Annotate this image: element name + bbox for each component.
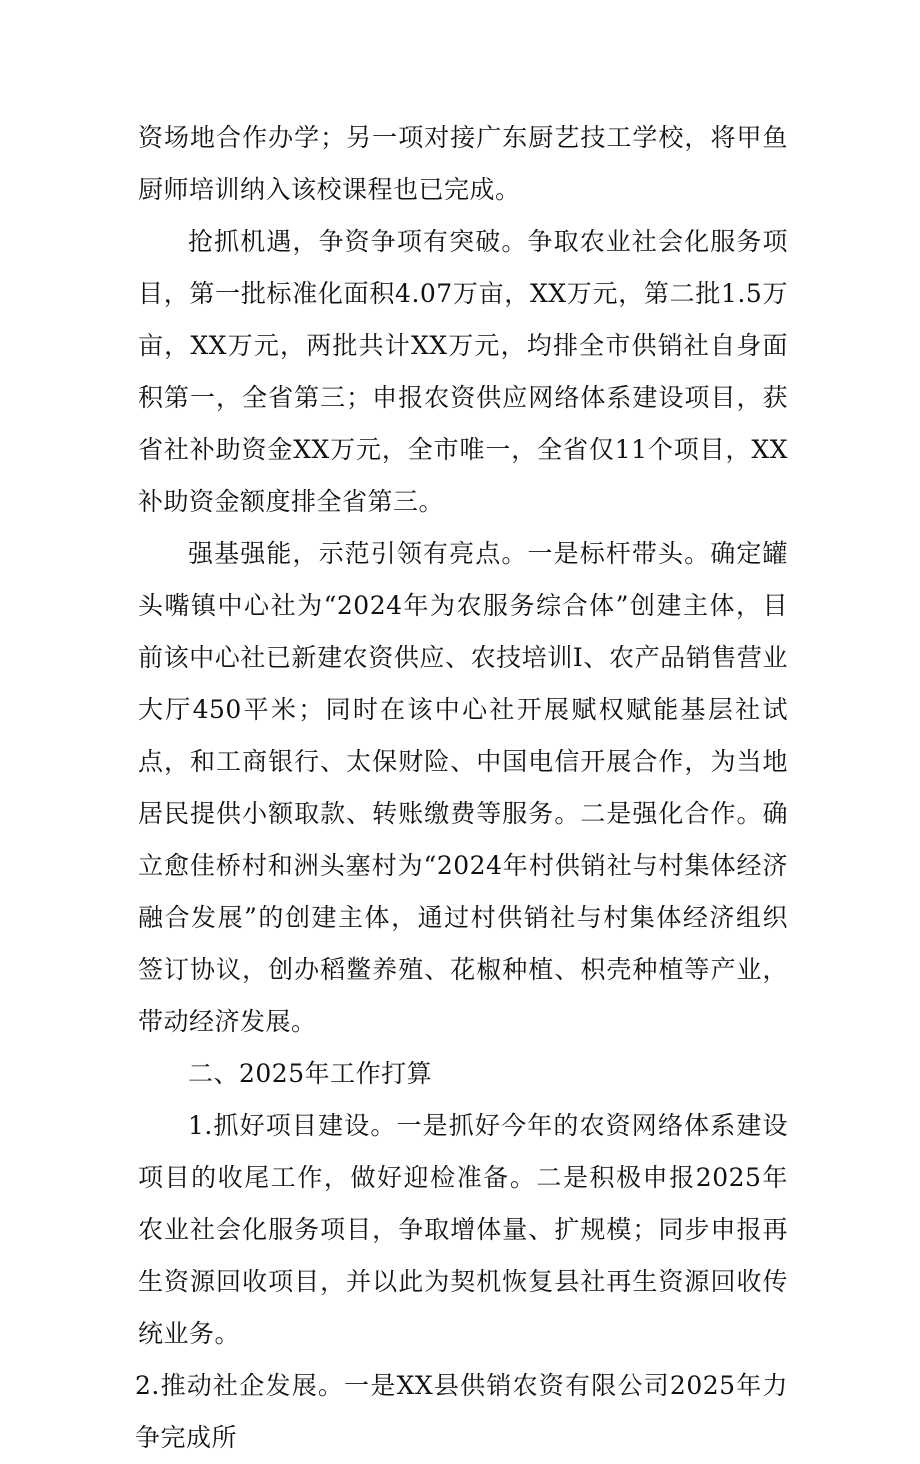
paragraph-enterprise-development: 2.推动社企发展。一是XX县供销农资有限公司2025年力争完成所	[135, 1371, 788, 1452]
paragraph-funding-breakthrough: 抢抓机遇，争资争项有突破。争取农业社会化服务项目，第一批标准化面积4.07万亩，XX万元，第二批1.5万亩，XX万元，两批共计XX万元，均排全市供销社自身面积第一，全省第三；申报农资供应网络体系建设项目，获省社补助资金XX万元，全市唯一，全省仅11个项目，XX补助资金额度排全省第三。	[138, 227, 788, 516]
paragraph-demonstration-highlights: 强基强能，示范引领有亮点。一是标杆带头。确定罐头嘴镇中心社为“2024年为农服务综合体”创建主体，目前该中心社已新建农资供应、农技培训I、农产品销售营业大厅450平米；同时在该中心社开展赋权赋能基层社试点，和工商银行、太保财险、中国电信开展合作，为当地居民提供小额取款、转账缴费等服务。二是强化合作。确立愈佳桥村和洲头塞村为“2024年村供销社与村集体经济融合发展”的创建主体，通过村供销社与村集体经济组织签订协议，创办稻鳖养殖、花椒种植、枳壳种植等产业，带动经济发展。	[138, 539, 788, 1036]
document-body	[135, 112, 788, 1464]
paragraph-project-construction: 1.抓好项目建设。一是抓好今年的农资网络体系建设项目的收尾工作，做好迎检准备。二是积极申报2025年农业社会化服务项目，争取增体量、扩规模；同步申报再生资源回收项目，并以此为契机恢复县社再生资源回收传统业务。	[138, 1111, 788, 1348]
paragraph-continuation: 资场地合作办学；另一项对接广东厨艺技工学校，将甲鱼厨师培训纳入该校课程也已完成。	[138, 123, 788, 204]
section-heading-2025-plan: 二、2025年工作打算	[188, 1059, 433, 1088]
